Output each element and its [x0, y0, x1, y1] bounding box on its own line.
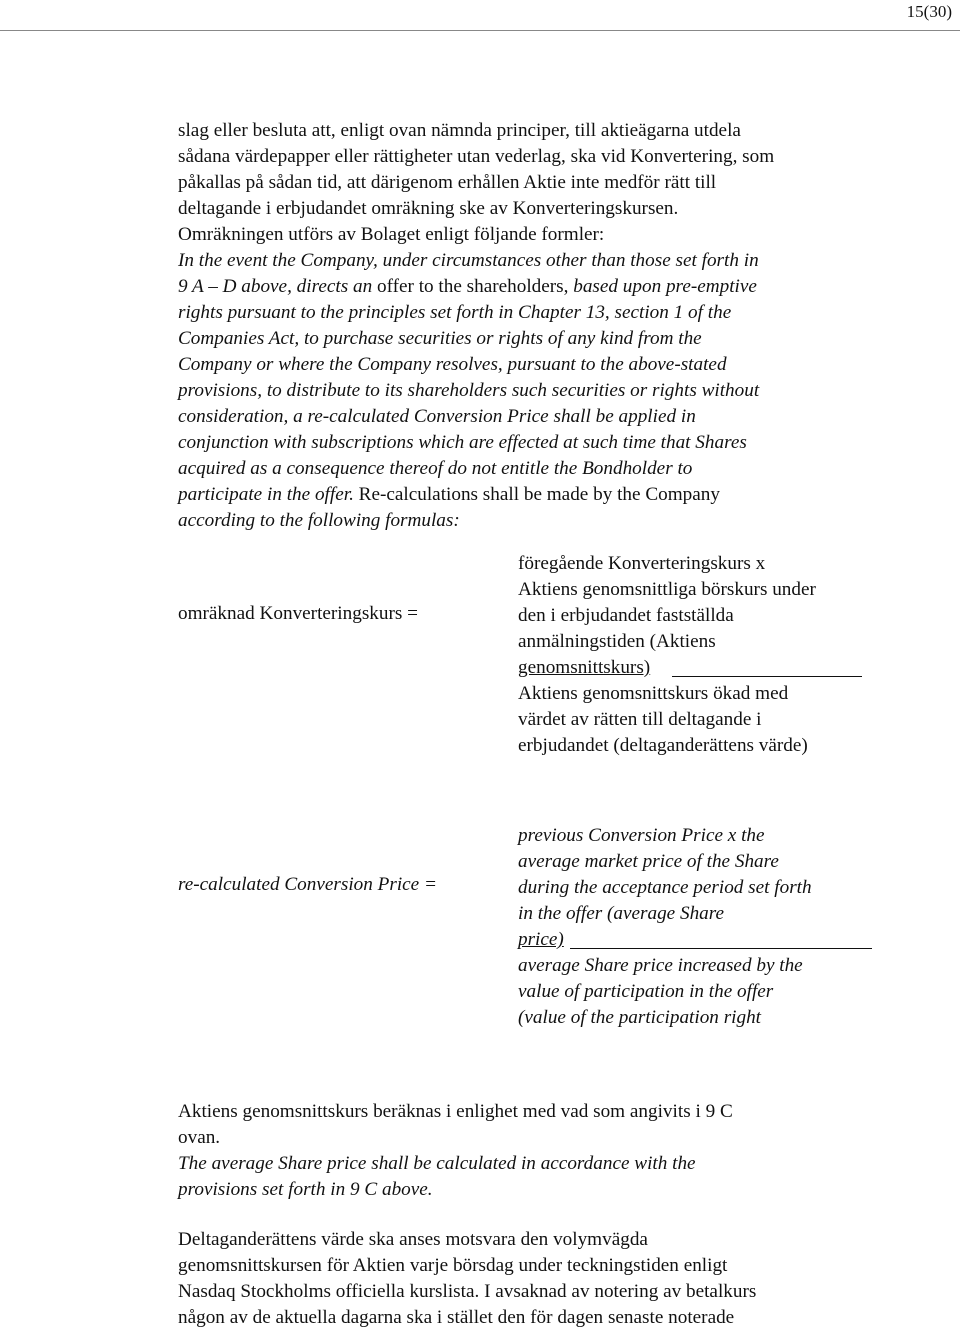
formula-fraction	[518, 823, 812, 1031]
text-line: Omräkningen utförs av Bolaget enligt följande formler:	[178, 224, 605, 245]
text-line: provisions set forth in 9 C above.	[178, 1179, 433, 1200]
text-line: rights pursuant to the principles set forth in Chapter 13, section 1 of the	[178, 302, 732, 323]
text-span: based upon pre-emptive	[568, 276, 757, 297]
numerator-line: den i erbjudandet fastställda	[518, 605, 734, 626]
denominator-line: erbjudandet (deltaganderättens värde)	[518, 735, 808, 756]
text-line: genomsnittskursen för Aktien varje börsdag under teckningstiden enligt	[178, 1255, 728, 1276]
numerator-line: during the acceptance period set forth	[518, 877, 812, 898]
header-divider	[0, 30, 960, 31]
formula-lhs: omräknad Konverteringskurs =	[178, 603, 418, 624]
average-price-paragraph	[178, 1099, 733, 1203]
denominator-line: Aktiens genomsnittskurs ökad med	[518, 683, 789, 704]
numerator-last: price)	[518, 929, 564, 950]
fraction-bar	[570, 948, 872, 949]
numerator-line: Aktiens genomsnittliga börskurs under	[518, 579, 816, 600]
text-line: ovan.	[178, 1127, 221, 1148]
numerator-line: föregående Konverteringskurs x	[518, 553, 766, 574]
numerator-last: genomsnittskurs)	[518, 657, 651, 678]
denominator-line: value of participation in the offer	[518, 981, 774, 1002]
text-line: according to the following formulas:	[178, 510, 460, 531]
text-line: The average Share price shall be calculated in accordance with the	[178, 1153, 696, 1174]
text-line: conjunction with subscriptions which are effected at such time that Shares	[178, 432, 747, 453]
numerator-line: in the offer (average Share	[518, 903, 725, 924]
numerator-line: anmälningstiden (Aktiens	[518, 631, 716, 652]
text-line: Deltaganderättens värde ska anses motsvara den volymvägda	[178, 1229, 648, 1250]
numerator-line	[518, 927, 812, 953]
text-line: deltagande i erbjudandet omräkning ske av Konverteringskursen.	[178, 198, 679, 219]
numerator-line: average market price of the Share	[518, 851, 779, 872]
text-line: Company or where the Company resolves, pursuant to the above-stated	[178, 354, 727, 375]
text-line: Aktiens genomsnittskurs beräknas i enlighet med vad som angivits i 9 C	[178, 1101, 733, 1122]
denominator-line: värdet av rätten till deltagande i	[518, 709, 762, 730]
participation-value-paragraph	[178, 1227, 756, 1331]
text-span: Re-calculations shall be made by the Company	[358, 484, 720, 505]
text-line: slag eller besluta att, enligt ovan nämnda principer, till aktieägarna utdela	[178, 120, 741, 141]
text-line: provisions, to distribute to its shareholders such securities or rights without	[178, 380, 760, 401]
text-span: participate in the offer.	[178, 484, 359, 505]
text-line: Companies Act, to purchase securities or rights of any kind from the	[178, 328, 702, 349]
numerator-line: previous Conversion Price x the	[518, 825, 765, 846]
denominator-line: (value of the participation right	[518, 1007, 762, 1028]
text-span: offer to the shareholders,	[376, 276, 569, 297]
text-line: någon av de aktuella dagarna ska i stället den för dagen senaste noterade	[178, 1307, 735, 1328]
formula-fraction	[518, 551, 816, 759]
fraction-bar	[672, 676, 862, 677]
text-line: Nasdaq Stockholms officiella kurslista. I avsaknad av notering av betalkurs	[178, 1281, 757, 1302]
text-line: consideration, a re-calculated Conversion Price shall be applied in	[178, 406, 696, 427]
intro-paragraph	[178, 118, 878, 534]
text-line	[178, 274, 878, 300]
formula-lhs: re-calculated Conversion Price =	[178, 874, 437, 895]
text-line: påkallas på sådan tid, att därigenom erhållen Aktie inte medför rätt till	[178, 172, 717, 193]
numerator-line	[518, 655, 816, 681]
text-span: 9 A – D above, directs an	[178, 276, 377, 297]
text-line	[178, 482, 878, 508]
text-line: sådana värdepapper eller rättigheter utan vederlag, ska vid Konvertering, som	[178, 146, 775, 167]
denominator-line: average Share price increased by the	[518, 955, 803, 976]
text-line: In the event the Company, under circumstances other than those set forth in	[178, 250, 759, 271]
page-number: 15(30)	[906, 2, 952, 21]
text-line: acquired as a consequence thereof do not entitle the Bondholder to	[178, 458, 693, 479]
